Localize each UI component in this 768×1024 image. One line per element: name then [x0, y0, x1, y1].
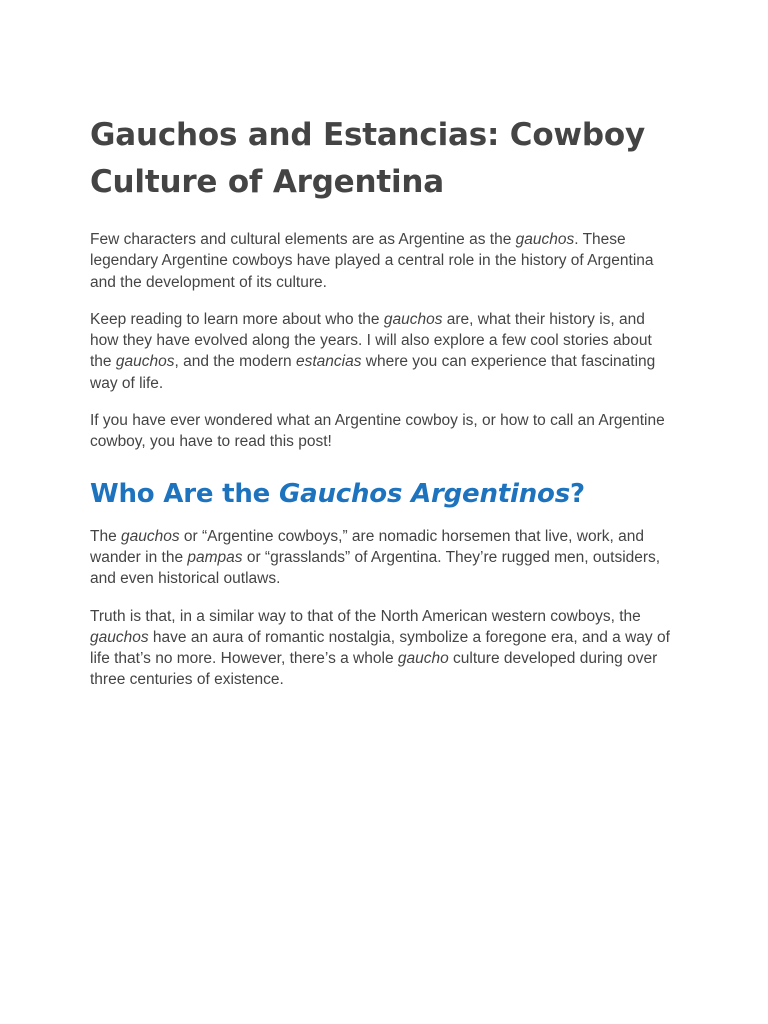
text-run: or “grasslands” of Argentina. They’re rugged men, outsiders, and even historical outlaws. — [90, 548, 661, 588]
text-run: have an aura of romantic nostalgia, symbolize a foregone era, and a way of life that’s no more. However, there’s a whole — [90, 628, 670, 668]
text-run: Few characters and cultural elements are as Argentine as the — [90, 231, 516, 248]
italic-term: gauchos — [383, 310, 443, 328]
italic-term: pampas — [187, 548, 243, 566]
intro-paragraph-1 — [90, 229, 675, 293]
article — [90, 112, 675, 691]
italic-term: gaucho — [397, 650, 449, 668]
text-run: where you can experience that fascinating way of life. — [90, 353, 656, 392]
intro-paragraph-3: If you have ever wondered what an Argentine cowboy is, or how to call an Argentine cowboy, you have to read this post! — [90, 412, 665, 451]
intro-paragraph-2 — [90, 309, 675, 394]
text-run: or “Argentine cowboys,” are nomadic horsemen that live, work, and wander in the — [90, 527, 644, 566]
article-title: Gauchos and Estancias: Cowboy Culture of Argentina — [90, 117, 645, 200]
text-run: . These legendary Argentine cowboys have played a central role in the history of Argentina and the development of its culture. — [90, 231, 654, 291]
text-run: culture developed during over three centuries of existence. — [90, 650, 658, 689]
text-run: , and the modern — [174, 353, 296, 371]
section-heading — [90, 476, 675, 512]
section-paragraph-1 — [90, 526, 675, 590]
heading-italic-term: Gauchos Argentinos — [278, 478, 570, 509]
italic-term: gauchos — [90, 628, 149, 646]
italic-term: gauchos — [121, 527, 180, 545]
text-run: are, what their history is, and how they have evolved along the years. I will also explore a few cool stories about the — [90, 310, 652, 371]
text-run: Truth is that, in a similar way to that of the North American western cowboys, the — [90, 607, 641, 625]
text-run: The — [90, 527, 122, 545]
italic-term: estancias — [295, 353, 362, 371]
heading-run: ? — [569, 478, 585, 509]
text-run: Keep reading to learn more about who the — [90, 310, 384, 328]
italic-term: gauchos — [515, 231, 575, 248]
section-paragraph-2 — [90, 606, 675, 691]
italic-term: gauchos — [115, 353, 175, 371]
heading-run: Who Are the — [90, 478, 279, 509]
